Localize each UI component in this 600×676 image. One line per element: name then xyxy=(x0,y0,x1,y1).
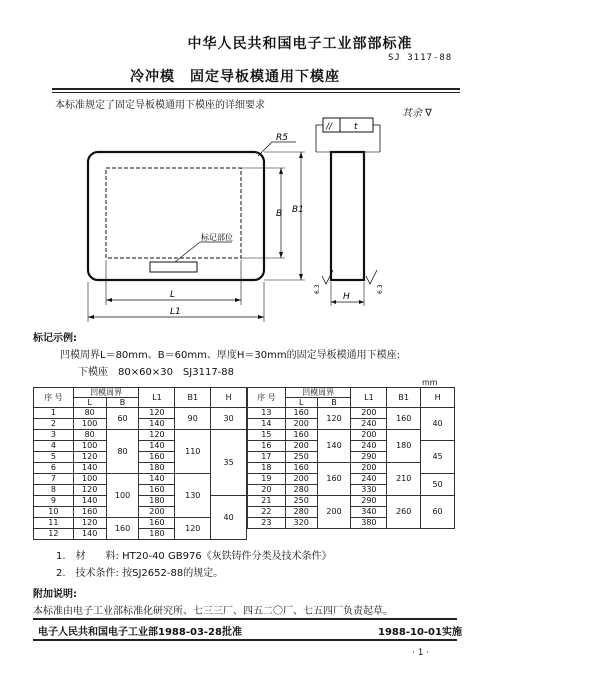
h-cell: 30 xyxy=(211,408,247,430)
l1-cell: 200 xyxy=(351,408,387,419)
b-label: B xyxy=(276,209,283,219)
seq-cell: 10 xyxy=(34,507,74,518)
l1-cell: 140 xyxy=(139,474,175,485)
technical-drawing xyxy=(0,110,600,335)
l1-cell: 200 xyxy=(351,430,387,441)
cavity-outline xyxy=(106,168,241,258)
title-rule xyxy=(52,88,460,90)
seq-cell: 12 xyxy=(34,529,74,540)
seq-cell: 13 xyxy=(248,408,286,419)
l-cell: 100 xyxy=(73,441,106,452)
l1-cell: 140 xyxy=(139,419,175,430)
b1-cell: 110 xyxy=(175,430,211,474)
b1-cell: 210 xyxy=(387,463,421,496)
h-cell: 60 xyxy=(421,496,455,529)
footer-rule-top xyxy=(33,618,457,620)
seq-cell: 18 xyxy=(248,463,286,474)
l-cell: 140 xyxy=(73,529,106,540)
seq-cell: 1 xyxy=(34,408,74,419)
hdr-b: B xyxy=(106,398,139,408)
table-row xyxy=(248,441,455,452)
l1-cell: 340 xyxy=(351,507,387,518)
h-cell: 35 xyxy=(211,430,247,496)
b-cell: 160 xyxy=(317,463,351,496)
h-cell: 45 xyxy=(421,441,455,474)
seq-cell: 15 xyxy=(248,430,286,441)
seq-cell: 23 xyxy=(248,518,286,529)
table-row xyxy=(248,474,455,485)
hdr-seq-right: 序 号 xyxy=(248,388,286,408)
table-row xyxy=(34,408,247,419)
hdr-b-right: B xyxy=(317,398,351,408)
l1-cell: 140 xyxy=(139,441,175,452)
b-cell: 80 xyxy=(106,430,139,474)
seq-cell: 11 xyxy=(34,518,74,529)
hdr-h: H xyxy=(211,388,247,408)
l-cell: 100 xyxy=(73,474,106,485)
spec-table-left xyxy=(33,387,247,540)
page-number: · 1 · xyxy=(412,648,430,658)
hdr-b1-right: B1 xyxy=(387,388,421,408)
seq-cell: 8 xyxy=(34,485,74,496)
l-cell: 280 xyxy=(285,507,317,518)
r-label: R5 xyxy=(276,133,288,143)
l-cell: 250 xyxy=(285,452,317,463)
l-cell: 200 xyxy=(285,474,317,485)
note-material xyxy=(56,547,332,562)
seq-cell: 6 xyxy=(34,463,74,474)
b1-cell: 260 xyxy=(387,496,421,529)
l1-cell: 290 xyxy=(351,452,387,463)
l-cell: 160 xyxy=(285,463,317,474)
tol-symbol: // xyxy=(326,122,333,132)
marking-heading: 标记示例: xyxy=(33,333,77,344)
l-cell: 80 xyxy=(73,408,106,419)
hdr-perimeter-right: 凹模周界 xyxy=(285,388,351,398)
roughness-note: 其余 ∇ xyxy=(402,108,432,119)
appendix-text: 本标准由电子工业部标准化研究所、七三三厂、四五二〇厂、七五四厂负责起草。 xyxy=(33,606,393,617)
marking-line-1: 凹模周界L＝80mm、B＝60mm、厚度H＝30mm的固定导板模通用下模座: xyxy=(60,350,400,361)
table-row xyxy=(248,408,455,419)
l-cell: 140 xyxy=(73,496,106,507)
hdr-h-right: H xyxy=(421,388,455,408)
b1-cell: 130 xyxy=(175,474,211,518)
seq-cell: 22 xyxy=(248,507,286,518)
l1-cell: 160 xyxy=(139,518,175,529)
footer-rule-bottom xyxy=(33,639,457,641)
l-cell: 250 xyxy=(285,496,317,507)
seq-cell: 21 xyxy=(248,496,286,507)
hdr-l: L xyxy=(73,398,106,408)
l-cell: 120 xyxy=(73,485,106,496)
spec-table-right xyxy=(247,387,455,529)
seq-cell: 7 xyxy=(34,474,74,485)
l-label: L xyxy=(170,290,176,300)
b-cell: 160 xyxy=(106,518,139,540)
hdr-seq: 序 号 xyxy=(34,388,74,408)
unit-label: mm xyxy=(422,378,438,387)
seq-cell: 4 xyxy=(34,441,74,452)
note-technical xyxy=(56,564,223,579)
intro-text: 本标准规定了固定导板模通用下模座的详细要求 xyxy=(55,100,265,111)
document-title: 冷冲模 固定导板模通用下模座 xyxy=(130,69,340,85)
l-cell: 200 xyxy=(285,419,317,430)
effective-date: 1988-10-01实施 xyxy=(378,627,462,638)
l1-cell: 240 xyxy=(351,474,387,485)
l-cell: 280 xyxy=(285,485,317,496)
seq-cell: 5 xyxy=(34,452,74,463)
b1-cell: 90 xyxy=(175,408,211,430)
l1-cell: 180 xyxy=(139,463,175,474)
table-row xyxy=(34,496,247,507)
l1-cell: 200 xyxy=(351,463,387,474)
l-cell: 80 xyxy=(73,430,106,441)
seq-cell: 2 xyxy=(34,419,74,430)
hdr-l1-right: L1 xyxy=(351,388,387,408)
rough-right: 6.3 xyxy=(377,284,384,294)
title-rule-thin xyxy=(52,92,460,93)
hdr-perimeter: 凹模周界 xyxy=(73,388,139,398)
hdr-b1: B1 xyxy=(175,388,211,408)
note-material-label: 1. 材 料: xyxy=(56,551,119,562)
table-row xyxy=(34,430,247,441)
tol-value: t xyxy=(354,122,358,132)
side-view xyxy=(331,152,364,280)
b-cell: 100 xyxy=(106,474,139,518)
l1-cell: 240 xyxy=(351,419,387,430)
marking-line-2: 下模座 80×60×30 SJ3117-88 xyxy=(78,367,235,378)
b-cell: 120 xyxy=(317,408,351,430)
l1-cell: 180 xyxy=(139,496,175,507)
seq-cell: 19 xyxy=(248,474,286,485)
note-material-text: HT20-40 GB976《灰铁铸件分类及技术条件》 xyxy=(122,551,332,562)
seq-cell: 17 xyxy=(248,452,286,463)
b1-cell: 180 xyxy=(387,430,421,463)
seq-cell: 3 xyxy=(34,430,74,441)
l1-cell: 200 xyxy=(139,507,175,518)
seq-cell: 9 xyxy=(34,496,74,507)
b1-cell: 160 xyxy=(387,408,421,430)
l-cell: 120 xyxy=(73,452,106,463)
l1-cell: 290 xyxy=(351,496,387,507)
b-cell: 60 xyxy=(106,408,139,430)
approval-date: 电子人民共和国电子工业部1988-03-28批准 xyxy=(38,627,242,638)
l1-cell: 160 xyxy=(139,452,175,463)
l1-cell: 160 xyxy=(139,485,175,496)
l1-cell: 240 xyxy=(351,441,387,452)
l-cell: 160 xyxy=(285,430,317,441)
h-cell: 50 xyxy=(421,474,455,496)
marking-slot xyxy=(150,262,197,272)
l-cell: 320 xyxy=(285,518,317,529)
seq-cell: 20 xyxy=(248,485,286,496)
note-technical-text: 按SJ2652-88的规定。 xyxy=(122,568,224,579)
table-row xyxy=(248,496,455,507)
hdr-l-right: L xyxy=(285,398,317,408)
l1-cell: 180 xyxy=(139,529,175,540)
b-cell: 140 xyxy=(317,430,351,463)
l1-cell: 120 xyxy=(139,430,175,441)
b1-label: B1 xyxy=(292,205,304,215)
seq-cell: 14 xyxy=(248,419,286,430)
rough-left: 6.3 xyxy=(314,284,321,294)
standard-code: SJ 3117-88 xyxy=(388,53,453,63)
l-cell: 100 xyxy=(73,419,106,430)
hdr-l1: L1 xyxy=(139,388,175,408)
appendix-heading: 附加说明: xyxy=(33,589,77,600)
b1-cell: 120 xyxy=(175,518,211,540)
l1-cell: 330 xyxy=(351,485,387,496)
h-cell: 40 xyxy=(211,496,247,540)
l1-cell: 380 xyxy=(351,518,387,529)
l-cell: 160 xyxy=(73,507,106,518)
l-cell: 140 xyxy=(73,463,106,474)
l1-label: L1 xyxy=(170,307,181,317)
l-cell: 120 xyxy=(73,518,106,529)
org-standard-heading: 中华人民共和国电子工业部部标准 xyxy=(187,36,413,52)
l-cell: 200 xyxy=(285,441,317,452)
seq-cell: 16 xyxy=(248,441,286,452)
l-cell: 160 xyxy=(285,408,317,419)
h-label: H xyxy=(343,292,350,302)
mark-label: 标记部位 xyxy=(201,233,233,242)
h-cell: 40 xyxy=(421,408,455,441)
l1-cell: 120 xyxy=(139,408,175,419)
note-technical-label: 2. 技术条件: xyxy=(56,568,119,579)
b-cell: 200 xyxy=(317,496,351,529)
